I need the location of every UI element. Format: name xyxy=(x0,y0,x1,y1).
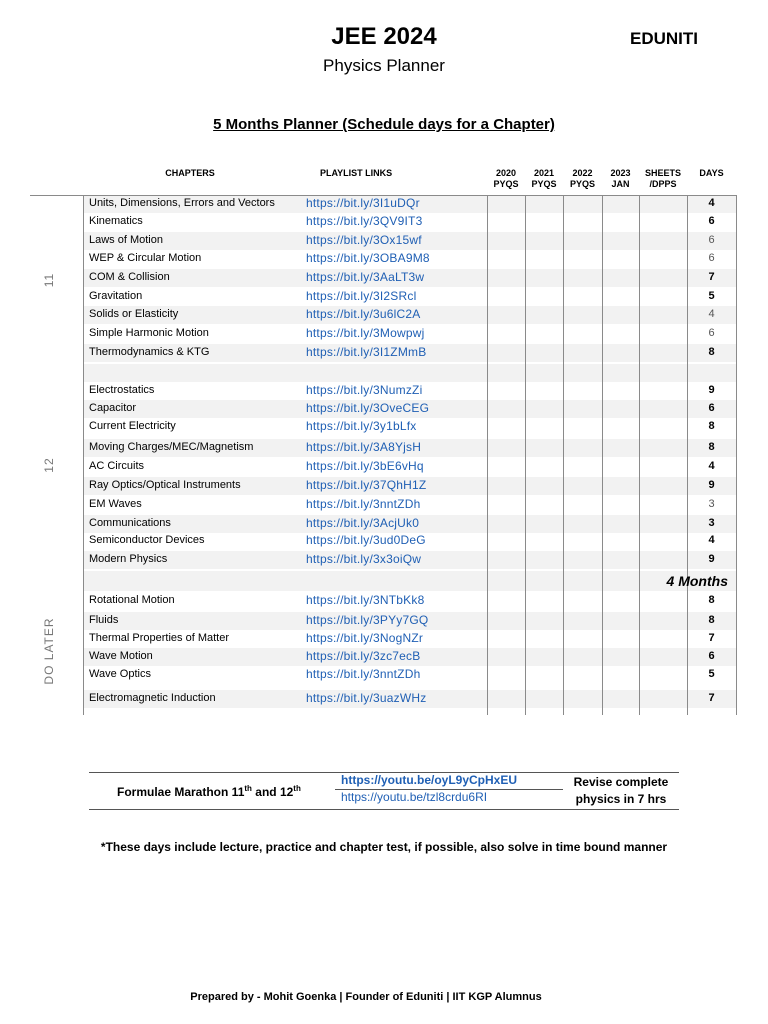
playlist-link[interactable]: https://bit.ly/3AcjUk0 xyxy=(306,516,420,530)
marathon-sup-2: th xyxy=(293,784,301,793)
col-header-sheets-line1: SHEETS xyxy=(644,168,681,178)
chapter-name: Moving Charges/MEC/Magnetism xyxy=(89,441,254,453)
chapter-name: AC Circuits xyxy=(89,460,145,472)
chapter-name: Thermodynamics & KTG xyxy=(89,346,210,358)
marathon-label xyxy=(117,781,301,800)
page-subtitle: Physics Planner xyxy=(323,56,445,75)
chapter-name: Rotational Motion xyxy=(89,594,175,606)
playlist-link[interactable]: https://bit.ly/3zc7ecB xyxy=(306,649,421,663)
group-label-12: 12 xyxy=(42,457,56,473)
chapter-days: 7 xyxy=(708,271,715,283)
chapter-days: 6 xyxy=(708,215,715,227)
playlist-link[interactable]: https://bit.ly/3OveCEG xyxy=(306,401,430,415)
marathon-label-and: and 12 xyxy=(251,785,294,799)
table-column-line xyxy=(563,195,564,715)
chapter-days: 6 xyxy=(708,252,715,264)
col-header-sheets-line2: /DPPS xyxy=(649,179,677,189)
chapter-name: Modern Physics xyxy=(89,553,168,565)
playlist-link[interactable]: https://bit.ly/3NTbKk8 xyxy=(306,593,425,607)
col-header-pyq2022-sub: PYQS xyxy=(569,179,595,189)
col-header-days: DAYS xyxy=(699,168,724,178)
chapter-name: EM Waves xyxy=(89,498,142,510)
marathon-revise-text: Revise complete physics in 7 hrs xyxy=(573,775,669,806)
chapter-days: 4 xyxy=(708,460,715,472)
playlist-link[interactable]: https://bit.ly/3I2SRcl xyxy=(306,289,417,303)
chapter-days: 4 xyxy=(708,197,715,209)
table-column-line xyxy=(83,195,84,715)
table-column-line xyxy=(525,195,526,715)
table-column-line xyxy=(736,195,737,715)
page-title: JEE 2024 xyxy=(331,23,437,50)
chapter-days: 8 xyxy=(708,614,715,626)
playlist-link[interactable]: https://bit.ly/3A8YjsH xyxy=(306,440,422,454)
chapter-name: Capacitor xyxy=(89,402,137,414)
chapter-days: 6 xyxy=(708,234,715,246)
playlist-link[interactable]: https://bit.ly/3ud0DeG xyxy=(306,533,426,547)
col-header-jan2023-sub: JAN xyxy=(611,179,630,189)
playlist-link[interactable]: https://bit.ly/3nntZDh xyxy=(306,497,421,511)
chapter-name: Wave Optics xyxy=(89,668,151,680)
table-column-line xyxy=(602,195,603,715)
playlist-link[interactable]: https://bit.ly/3OBA9M8 xyxy=(306,251,430,265)
chapter-days: 9 xyxy=(708,553,715,565)
chapter-days: 4 xyxy=(708,308,715,320)
chapter-name: Kinematics xyxy=(89,215,143,227)
playlist-link[interactable]: https://bit.ly/3QV9IT3 xyxy=(306,214,423,228)
chapter-days: 8 xyxy=(708,346,715,358)
chapter-name: Communications xyxy=(89,517,171,529)
chapter-days: 7 xyxy=(708,692,715,704)
marathon-sup-1: th xyxy=(244,784,252,793)
playlist-link[interactable]: https://bit.ly/3Mowpwj xyxy=(306,326,425,340)
col-header-pyq2021-sub: PYQS xyxy=(531,179,557,189)
col-header-links: PLAYLIST LINKS xyxy=(320,168,393,178)
col-header-pyq2020-year: 2020 xyxy=(495,168,517,178)
months-label: 4 Months xyxy=(666,573,728,589)
chapter-days: 5 xyxy=(708,290,715,302)
chapter-name: COM & Collision xyxy=(89,271,170,283)
chapter-days: 6 xyxy=(708,402,715,414)
chapter-name: Semiconductor Devices xyxy=(89,534,205,546)
table-column-line xyxy=(487,195,488,715)
playlist-link[interactable]: https://bit.ly/3bE6vHq xyxy=(306,459,424,473)
chapter-name: Laws of Motion xyxy=(89,234,163,246)
chapter-name: Units, Dimensions, Errors and Vectors xyxy=(89,197,275,209)
chapter-name: Current Electricity xyxy=(89,420,176,432)
chapter-name: Electrostatics xyxy=(89,384,155,396)
playlist-link[interactable]: https://bit.ly/3u6lC2A xyxy=(306,307,421,321)
chapter-days: 3 xyxy=(708,517,715,529)
chapter-name: Thermal Properties of Matter xyxy=(89,632,229,644)
marathon-link-1[interactable]: https://youtu.be/oyL9yCpHxEU xyxy=(341,773,518,787)
playlist-link[interactable]: https://bit.ly/3x3oiQw xyxy=(306,552,422,566)
playlist-link[interactable]: https://bit.ly/3Ox15wf xyxy=(306,233,422,247)
playlist-link[interactable]: https://bit.ly/3uazWHz xyxy=(306,691,427,705)
group-label-do-later: DO LATER xyxy=(42,617,56,685)
playlist-link[interactable]: https://bit.ly/3nntZDh xyxy=(306,667,421,681)
chapter-name: Solids or Elasticity xyxy=(89,308,179,320)
col-header-pyq2022-year: 2022 xyxy=(572,168,593,178)
chapter-days: 3 xyxy=(708,498,715,510)
playlist-link[interactable]: https://bit.ly/3NumzZi xyxy=(306,383,423,397)
chapter-days: 6 xyxy=(708,650,715,662)
group-label-11: 11 xyxy=(42,272,56,288)
chapter-name: Fluids xyxy=(89,614,119,626)
brand-name: EDUNITI xyxy=(630,29,698,48)
table-column-line xyxy=(639,195,640,715)
chapter-days: 5 xyxy=(708,668,715,680)
marathon-label-main: Formulae Marathon 11 xyxy=(117,785,245,799)
chapter-name: Simple Harmonic Motion xyxy=(89,327,209,339)
playlist-link[interactable]: https://bit.ly/3NogNZr xyxy=(306,631,424,645)
footnote: *These days include lecture, practice and chapter test, if possible, also solve in time bound manner xyxy=(100,840,668,854)
playlist-link[interactable]: https://bit.ly/3I1ZMmB xyxy=(306,345,427,359)
chapter-days: 9 xyxy=(708,384,715,396)
chapter-name: Gravitation xyxy=(89,290,143,302)
chapter-name: Wave Motion xyxy=(89,650,153,662)
chapter-days: 8 xyxy=(708,594,715,606)
chapter-days: 8 xyxy=(708,420,715,432)
chapter-days: 6 xyxy=(708,327,715,339)
marathon-link-2[interactable]: https://youtu.be/tzl8crdu6RI xyxy=(341,790,488,804)
footer-credit: Prepared by - Mohit Goenka | Founder of Eduniti | IIT KGP Alumnus xyxy=(190,991,542,1003)
chapter-days: 9 xyxy=(708,479,715,491)
playlist-link[interactable]: https://bit.ly/3PYy7GQ xyxy=(306,613,429,627)
chapter-days: 8 xyxy=(708,441,715,453)
chapter-name: Electromagnetic Induction xyxy=(89,692,216,704)
playlist-link[interactable]: https://bit.ly/3AaLT3w xyxy=(306,270,425,284)
playlist-link[interactable]: https://bit.ly/3y1bLfx xyxy=(306,419,417,433)
chapter-days: 4 xyxy=(708,534,715,546)
chapter-days: 7 xyxy=(708,632,715,644)
playlist-link[interactable]: https://bit.ly/37QhH1Z xyxy=(306,478,427,492)
col-header-jan2023-year: 2023 xyxy=(610,168,631,178)
col-header-pyq2021-year: 2021 xyxy=(533,168,555,178)
section-heading-text: 5 Months Planner (Schedule days for a Chapter) xyxy=(213,116,555,133)
chapter-name: WEP & Circular Motion xyxy=(89,252,202,264)
col-header-pyq2020-sub: PYQS xyxy=(493,179,519,189)
chapter-name: Ray Optics/Optical Instruments xyxy=(89,479,241,491)
playlist-link[interactable]: https://bit.ly/3I1uDQr xyxy=(306,196,420,210)
col-header-chapters: CHAPTERS xyxy=(165,168,215,178)
